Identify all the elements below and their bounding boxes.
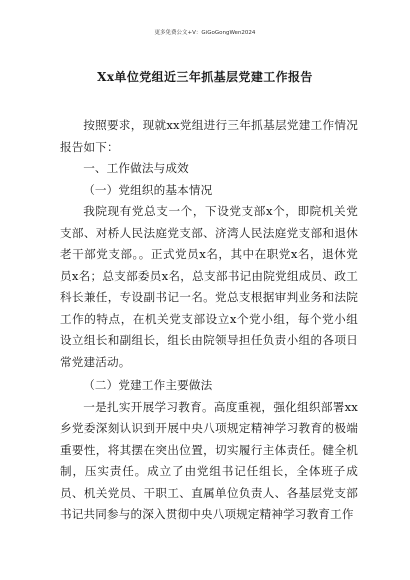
body-paragraph-1: 我院现有党总支一个，下设党支部x个，即院机关党支部、对桥人民法庭党支部、济湾人民法庭党支部和退休老干部党支部。。正式党员x名，其中在职党x名，退休党员x名；总支部委员x名，总支部书记由院党组成员、政工科长兼任，专设副书记一名。党总支根据审判业务和法院工作的特点，在机关党支部设立x个党小组，每个党小组设立组长和副组长，组长由院领导担任负责小组的各项日常党建活动。 [60,204,358,369]
document-body [60,115,358,526]
document-title: Xx单位党组近三年抓基层党建工作报告 [97,70,313,84]
body-paragraph-2: 一是扎实开展学习教育。高度重视，强化组织部署xx乡党委深刻认识到开展中央八项规定精神学习教育的极端重要性，将其摆在突出位置，切实履行主体责任。健全机制，压实责任。成立了由党组书记任组长，全体班子成员、机关党员、干职工、直属单位负责人、各基层党支部书记共同参与的深入贯彻中央八项规定精神学习教育工作 [60,399,358,521]
subsection-heading-2: （二）党建工作主要做法 [83,378,213,392]
subsection-heading-1: （一）党组织的基本情况 [83,182,213,197]
header-note: 更多免费公文+V：GiGoGongWen2024 [154,30,256,36]
section-heading-1: 一、工作做法与成效 [83,161,189,175]
intro-paragraph: 按照要求，现就xx党组进行三年抓基层党建工作情况报告如下： [60,118,358,154]
